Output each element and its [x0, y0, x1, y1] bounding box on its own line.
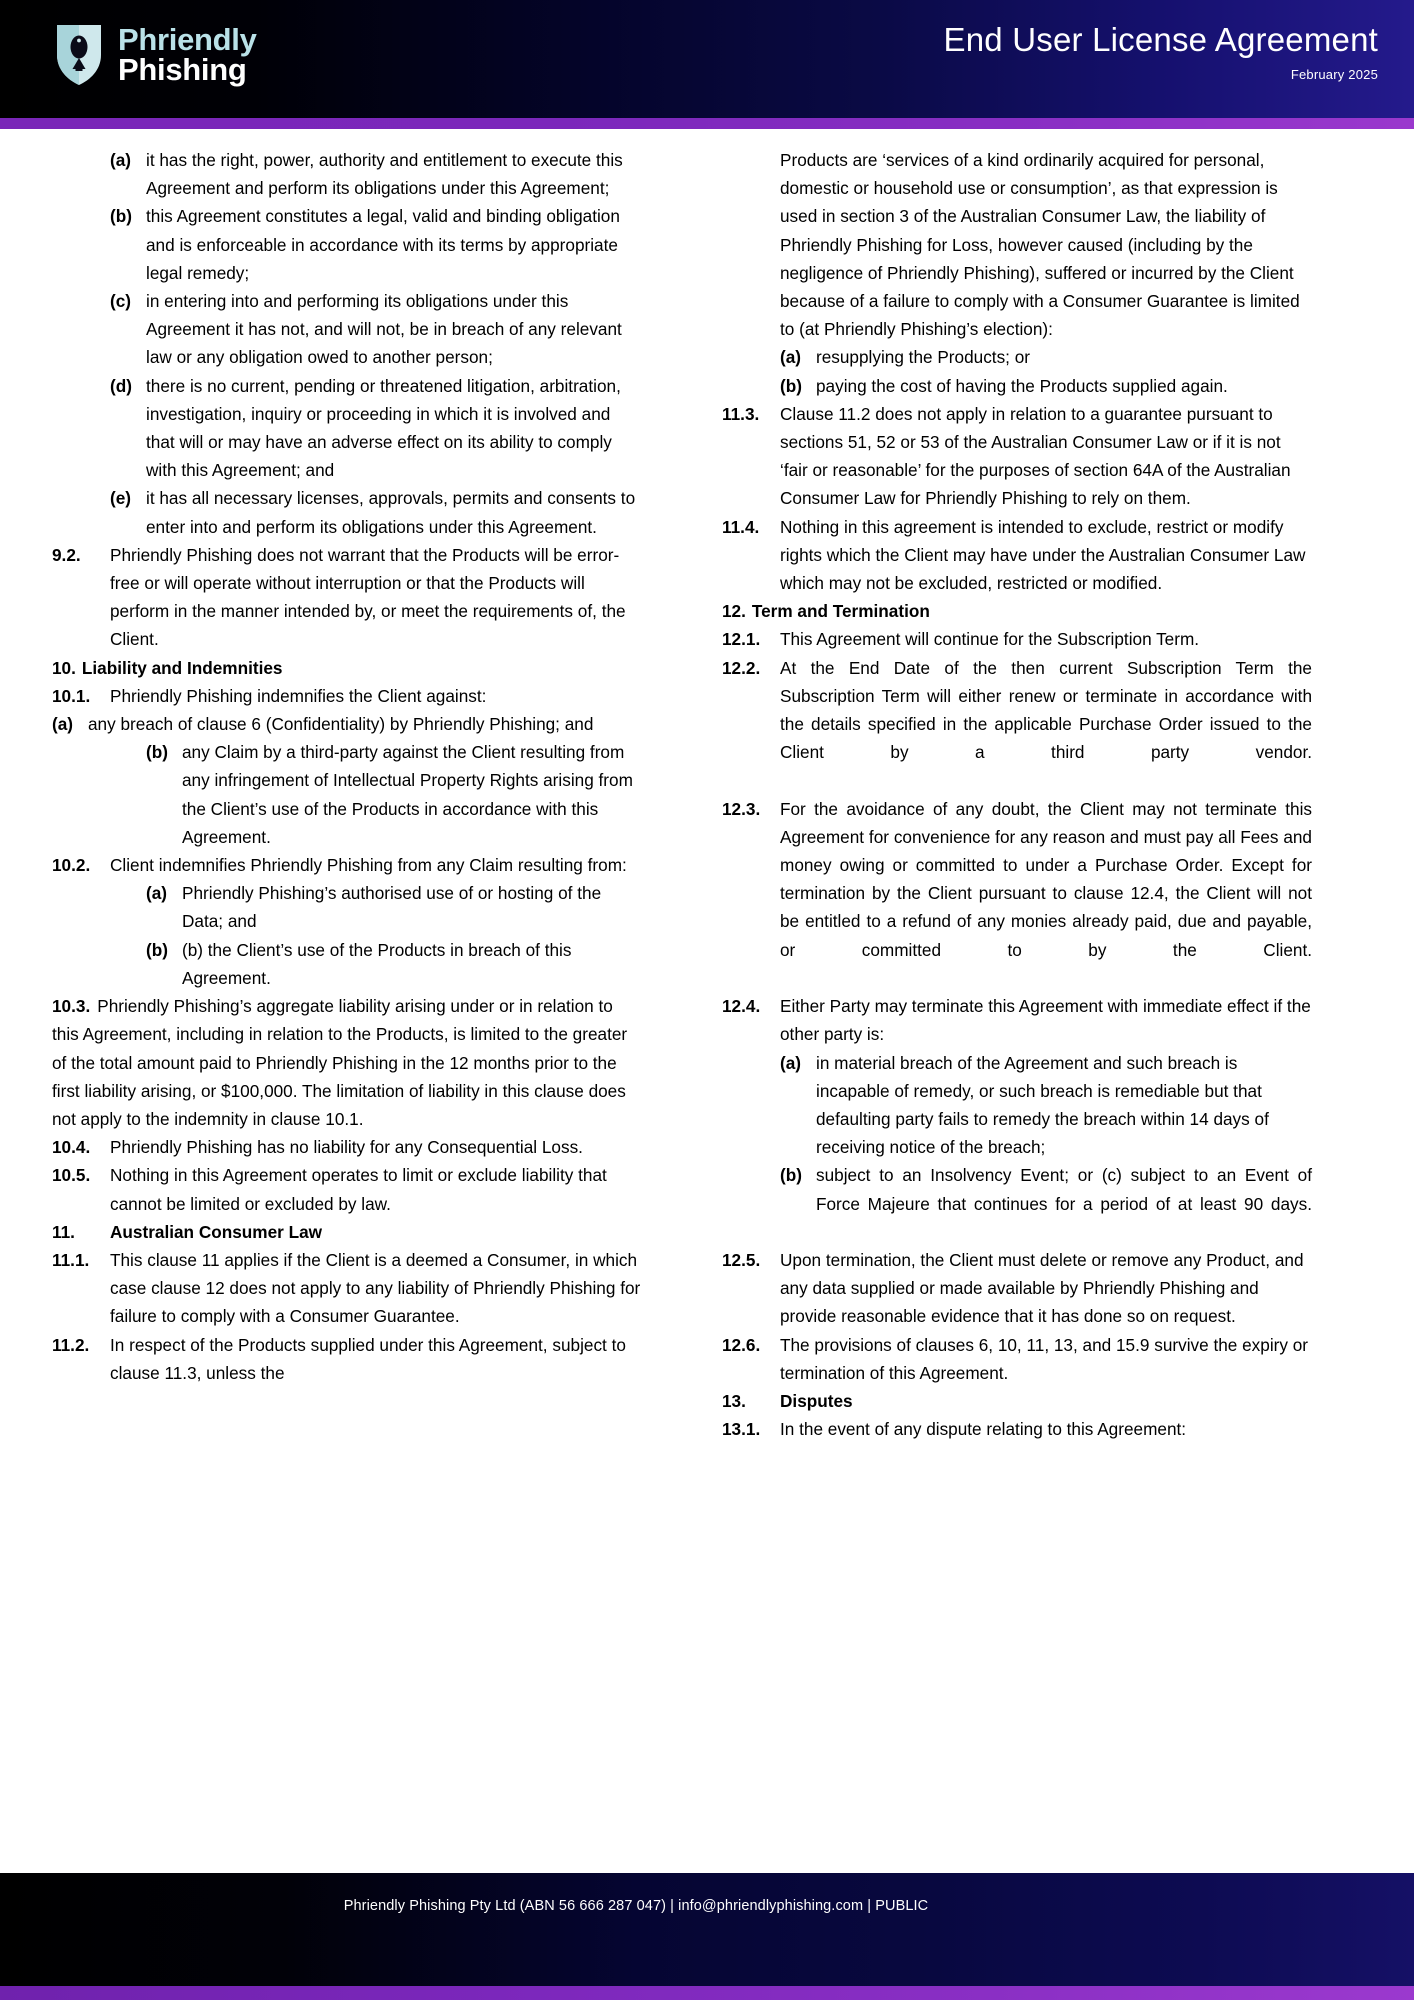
- clause-paragraph: [52, 541, 642, 654]
- clause-paragraph: [722, 513, 1312, 598]
- clause-paragraph: [52, 1246, 642, 1331]
- clause-text: Client indemnifies Phriendly Phishing from any Claim resulting from:: [110, 855, 627, 876]
- clause-text: resupplying the Products; or: [816, 347, 1031, 368]
- section-heading: [52, 654, 642, 682]
- clause-text: For the avoidance of any doubt, the Client may not terminate this Agreement for convenience for any reason and must pay all Fees and money owing or committed to under a Purchase Order. Except for termination by the Client pursuant to clause 12.4, the Client will not be entitled to a refund of any monies already paid, due and payable, or committed to by the Client.: [780, 798, 1312, 960]
- clause-paragraph: [110, 146, 642, 202]
- clause-text: Nothing in this Agreement operates to limit or exclude liability that cannot be limited or excluded by law.: [110, 1165, 607, 1214]
- clause-number: (a): [52, 714, 74, 735]
- clause-paragraph: [52, 1133, 642, 1161]
- clause-text: any Claim by a third-party against the Client resulting from any infringement of Intellectual Property Rights arising from the Client’s use of the Products in accordance with this Agreement.: [182, 742, 633, 847]
- clause-number: 12.: [722, 601, 746, 622]
- clause-number: (c): [110, 291, 132, 312]
- clause-number: (d): [110, 375, 132, 396]
- document-body: [0, 129, 1414, 1873]
- clause-paragraph: [110, 287, 642, 372]
- clause-paragraph: [146, 879, 642, 935]
- clause-paragraph: [52, 851, 642, 879]
- clause-paragraph: [110, 372, 642, 485]
- clause-paragraph: [722, 400, 1312, 513]
- two-column-layout: [0, 146, 1414, 1443]
- clause-paragraph: [722, 146, 1312, 343]
- section-heading: [52, 1218, 642, 1246]
- clause-text: In respect of the Products supplied under this Agreement, subject to clause 11.3, unless the: [110, 1334, 626, 1383]
- clause-text: Clause 11.2 does not apply in relation to a guarantee pursuant to sections 51, 52 or 53 of the Australian Consumer Law or if it is not ‘fair or reasonable’ for the purposes of section 64A of the Australian Consumer Law for Phriendly Phishing to rely on them.: [780, 403, 1291, 509]
- clause-text: Phriendly Phishing has no liability for any Consequential Loss.: [110, 1137, 583, 1158]
- clause-text: Australian Consumer Law: [110, 1221, 323, 1242]
- clause-number: 10.: [52, 657, 76, 678]
- clause-number: 10.2.: [52, 855, 91, 876]
- clause-number: 10.5.: [52, 1165, 91, 1186]
- clause-number: 10.3.: [52, 996, 91, 1017]
- clause-text: there is no current, pending or threatened litigation, arbitration, investigation, inquiry or proceeding in which it is involved and that will or may have an adverse effect on its ability to comply with this Agreement; and: [146, 375, 621, 481]
- clause-number: 11.: [52, 1221, 75, 1242]
- right-column: [722, 146, 1312, 1443]
- footer-text: Phriendly Phishing Pty Ltd (ABN 56 666 287 047) | info@phriendlyphishing.com | PUBLIC: [343, 1898, 929, 1914]
- clause-text: it has all necessary licenses, approvals, permits and consents to enter into and perform its obligations under this Agreement.: [146, 488, 636, 537]
- clause-text: The provisions of clauses 6, 10, 11, 13, and 15.9 survive the expiry or termination of this Agreement.: [780, 1334, 1309, 1383]
- clause-paragraph: [722, 1331, 1312, 1387]
- clause-text: This Agreement will continue for the Subscription Term.: [780, 629, 1200, 650]
- clause-text: Phriendly Phishing indemnifies the Client against:: [110, 685, 487, 706]
- clause-paragraph: [52, 682, 642, 710]
- clause-number: (b): [146, 939, 168, 960]
- clause-number: 11.4.: [722, 516, 760, 537]
- clause-paragraph: [52, 1331, 642, 1387]
- clause-number: 13.1.: [722, 1419, 761, 1440]
- clause-paragraph: [146, 936, 642, 992]
- clause-text: This clause 11 applies if the Client is a deemed a Consumer, in which case clause 12 does not apply to any liability of Phriendly Phishing for failure to comply with a Consumer Guarantee.: [110, 1249, 641, 1327]
- clause-paragraph: [722, 1415, 1312, 1443]
- clause-number: 12.3.: [722, 798, 761, 819]
- clause-paragraph: [110, 484, 642, 540]
- clause-text: Products are ‘services of a kind ordinarily acquired for personal, domestic or household use or consumption’, as that expression is used in section 3 of the Australian Consumer Law, the liability of Phriendly Phishing for Loss, however caused (including by the negligence of Phriendly Phishing), suffered or incurred by the Client because of a failure to comply with a Consumer Guarantee is limited to (at Phriendly Phishing’s election):: [780, 150, 1300, 340]
- clause-paragraph: [780, 372, 1312, 400]
- clause-number: 10.1.: [52, 685, 91, 706]
- left-column: [52, 146, 642, 1443]
- page-title: End User License Agreement: [943, 21, 1378, 58]
- clause-text: At the End Date of the then current Subscription Term the Subscription Term will either renew or terminate in accordance with the details specified in the applicable Purchase Order issued to the Client by a third party vendor.: [780, 657, 1312, 763]
- clause-number: (a): [110, 150, 132, 170]
- clause-number: (b): [780, 1165, 802, 1186]
- document-date: February 2025: [1290, 66, 1378, 82]
- clause-number: 12.1.: [722, 629, 761, 650]
- clause-number: 11.1.: [52, 1249, 90, 1270]
- clause-text: Disputes: [780, 1390, 853, 1411]
- clause-text: subject to an Insolvency Event; or (c) subject to an Event of Force Majeure that continues for a period of at least 90 days.: [816, 1165, 1312, 1214]
- clause-number: (a): [780, 1052, 802, 1073]
- clause-text: in entering into and performing its obligations under this Agreement it has not, and will not, be in breach of any relevant law or any obligation owed to another person;: [146, 291, 622, 368]
- clause-number: 9.2.: [52, 544, 81, 565]
- brand-logo: [54, 22, 257, 88]
- clause-number: 12.6.: [722, 1334, 761, 1355]
- clause-text: Phriendly Phishing’s authorised use of or hosting of the Data; and: [182, 883, 602, 932]
- clause-paragraph: [722, 992, 1312, 1048]
- clause-paragraph: [110, 202, 642, 287]
- clause-paragraph: [780, 1161, 1312, 1246]
- clause-paragraph: [146, 738, 642, 851]
- clause-paragraph: [52, 992, 642, 1133]
- footer-accent-bar: [0, 1986, 1414, 2000]
- clause-number: 12.2.: [722, 657, 761, 678]
- clause-paragraph: [722, 654, 1312, 795]
- clause-text: any breach of clause 6 (Confidentiality) by Phriendly Phishing; and: [88, 714, 594, 735]
- clause-paragraph: [52, 710, 642, 738]
- clause-text: paying the cost of having the Products supplied again.: [816, 375, 1228, 396]
- header-accent-bar: [0, 118, 1414, 129]
- clause-paragraph: [52, 1161, 642, 1217]
- clause-text: it has the right, power, authority and entitlement to execute this Agreement and perform its obligations under this Agreement;: [146, 150, 623, 199]
- brand-word-2: Phishing: [118, 52, 247, 87]
- clause-number: 12.4.: [722, 996, 761, 1017]
- clause-text: Either Party may terminate this Agreement with immediate effect if the other party is:: [780, 996, 1311, 1045]
- brand-wordmark: [118, 21, 257, 87]
- brand-word-1: Phriendly: [118, 21, 257, 57]
- clause-text: Liability and Indemnities: [81, 657, 283, 678]
- clause-text: (b) the Client’s use of the Products in breach of this Agreement.: [182, 939, 572, 988]
- document-header: [0, 0, 1414, 118]
- clause-paragraph: [780, 1049, 1312, 1162]
- clause-number: (a): [780, 347, 802, 368]
- clause-number: 10.4.: [52, 1137, 91, 1158]
- clause-text: Term and Termination: [751, 601, 930, 622]
- clause-text: Upon termination, the Client must delete or remove any Product, and any data supplied or made available by Phriendly Phishing and provide reasonable evidence that it has done so on request.: [780, 1249, 1304, 1327]
- clause-number: 11.3.: [722, 403, 760, 424]
- header-title-block: [944, 22, 1378, 82]
- clause-number: (b): [146, 742, 168, 763]
- clause-paragraph: [722, 795, 1312, 992]
- clause-paragraph: [780, 343, 1312, 371]
- clause-number: 12.5.: [722, 1249, 761, 1270]
- shield-fish-logo-icon: [54, 22, 104, 88]
- clause-text: Phriendly Phishing does not warrant that the Products will be error-free or will operate without interruption or that the Products will perform in the manner intended by, or meet the requirements of, the Client.: [110, 544, 626, 650]
- clause-number: (b): [780, 375, 802, 396]
- clause-number: (e): [110, 488, 132, 509]
- clause-number: 11.2.: [52, 1334, 90, 1355]
- clause-text: Phriendly Phishing’s aggregate liability arising under or in relation to this Agreement, including in relation to the Products, is limited to the greater of the total amount paid to Phriendly Phishing in the 12 months prior to the first liability arising, or $100,000. The limitation of liability in this clause does not apply to the indemnity in clause 10.1.: [52, 996, 628, 1129]
- clause-text: In the event of any dispute relating to this Agreement:: [780, 1419, 1187, 1440]
- clause-text: this Agreement constitutes a legal, valid and binding obligation and is enforceable in accordance with its terms by appropriate legal remedy;: [146, 206, 620, 283]
- section-heading: [722, 597, 1312, 625]
- clause-number: (a): [146, 883, 168, 904]
- clause-number: (b): [110, 206, 132, 227]
- clause-text: Nothing in this agreement is intended to exclude, restrict or modify rights which the Client may have under the Australian Consumer Law which may not be excluded, restricted or modified.: [780, 516, 1306, 594]
- clause-paragraph: [722, 1246, 1312, 1331]
- clause-paragraph: [722, 625, 1312, 653]
- document-footer: [0, 1873, 1414, 1986]
- clause-text: in material breach of the Agreement and such breach is incapable of remedy, or such breach is remediable but that defaulting party fails to remedy the breach within 14 days of receiving notice of the breach;: [816, 1052, 1269, 1158]
- clause-number: 13.: [722, 1390, 746, 1411]
- section-heading: [722, 1387, 1312, 1415]
